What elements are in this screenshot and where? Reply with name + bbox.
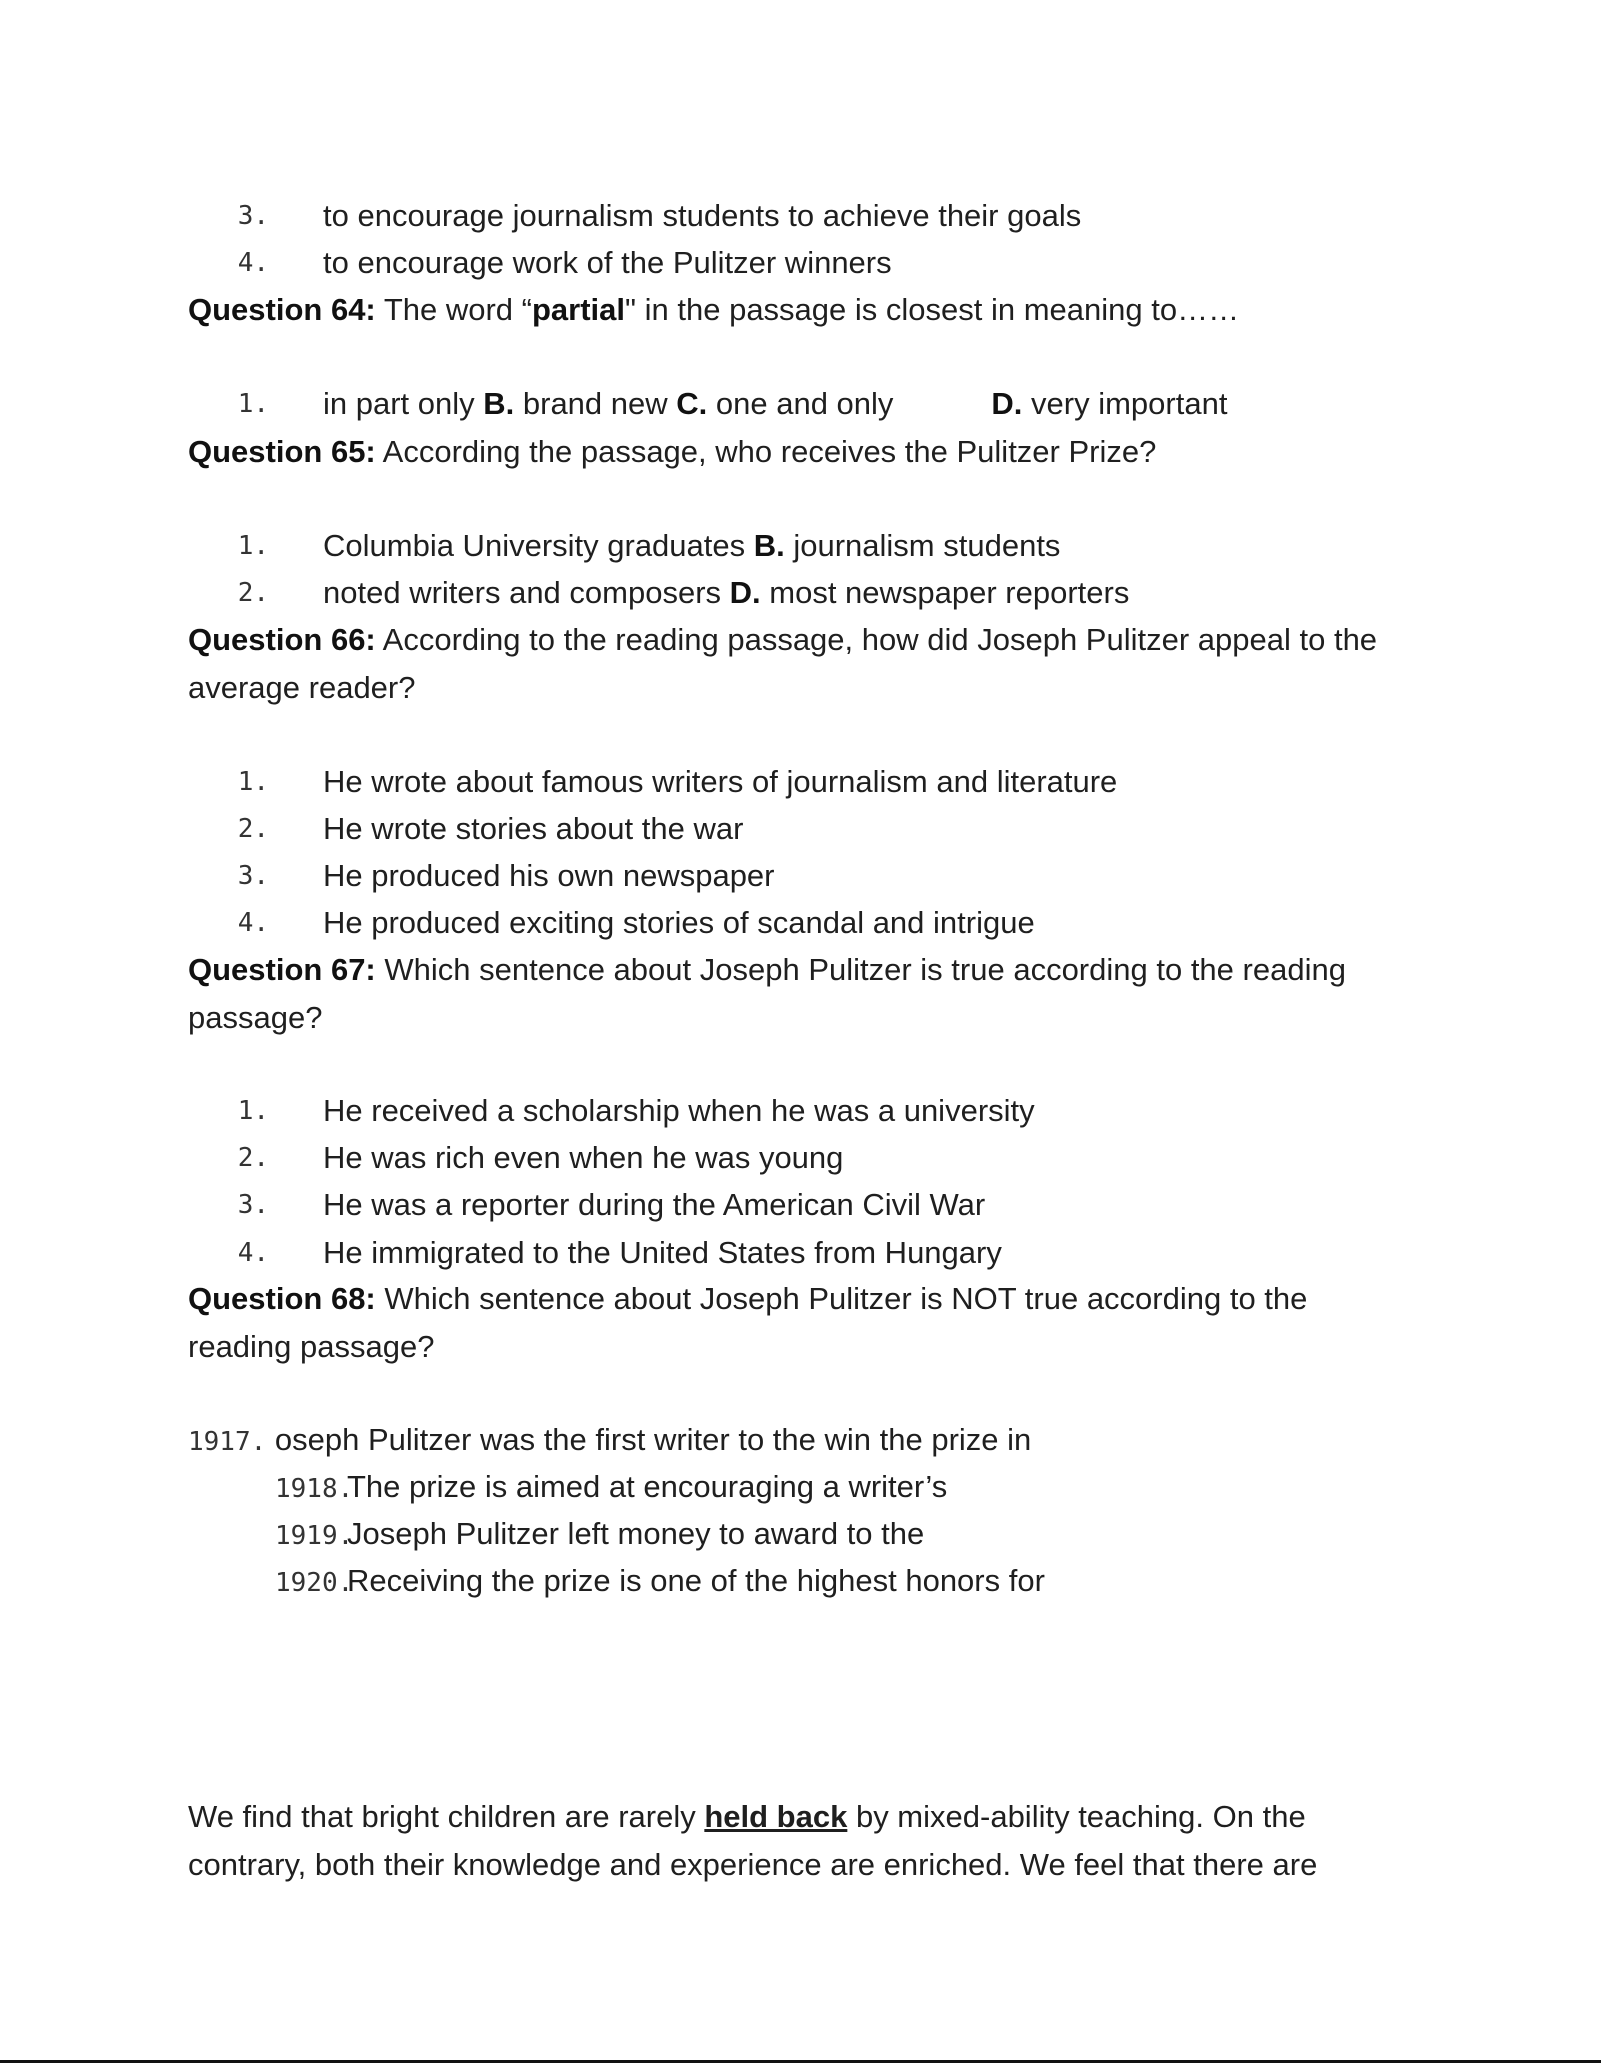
q68-option-4 <box>275 1561 1045 1603</box>
question-text: reading passage? <box>188 1329 435 1364</box>
option-number: 4. <box>237 248 269 278</box>
option-text: He produced his own newspaper <box>323 858 775 893</box>
question-text: " in the passage is closest in meaning to…… <box>625 292 1240 327</box>
q66-option-4 <box>237 903 1035 943</box>
question-68 <box>188 1279 1307 1319</box>
question-66-cont <box>188 668 416 708</box>
question-text: Which sentence about Joseph Pulitzer is NOT true according to the <box>375 1281 1308 1316</box>
option-text: oseph Pulitzer was the first writer to the win the prize in <box>266 1422 1032 1457</box>
option-text: He produced exciting stories of scandal and intrigue <box>323 905 1035 940</box>
option-number: 1. <box>237 531 269 561</box>
option-text: He immigrated to the United States from Hungary <box>323 1235 1002 1270</box>
option-number: 1. <box>237 1096 269 1126</box>
question-65 <box>188 432 1156 472</box>
q67-option-2 <box>237 1138 844 1178</box>
option-d-text: most newspaper reporters <box>760 575 1130 610</box>
option-b-letter: B. <box>753 528 785 563</box>
option-number: 2. <box>237 814 269 844</box>
option-text: Joseph Pulitzer left money to award to the <box>347 1516 925 1551</box>
question-67-cont <box>188 998 322 1038</box>
option-text: to encourage journalism students to achieve their goals <box>323 198 1082 233</box>
option-d-letter: D. <box>729 575 761 610</box>
question-label: Question 65: <box>188 434 376 469</box>
option-text: He received a scholarship when he was a university <box>323 1093 1035 1128</box>
question-text: Which sentence about Joseph Pulitzer is true according to the reading <box>375 952 1346 987</box>
q67-option-1 <box>237 1091 1035 1131</box>
question-text: average reader? <box>188 670 416 705</box>
q66-option-2 <box>237 809 744 849</box>
page-bottom-border <box>0 2060 1601 2063</box>
question-text: According the passage, who receives the Pulitzer Prize? <box>375 434 1157 469</box>
question-text: The word “ <box>375 292 532 327</box>
option-d-letter: D. <box>991 386 1023 421</box>
option-text: He wrote stories about the war <box>323 811 744 846</box>
option-b-text: brand new <box>514 386 677 421</box>
question-label: Question 64: <box>188 292 376 327</box>
option-number: 2. <box>237 1143 269 1173</box>
passage-line-1 <box>188 1797 1306 1837</box>
q66-option-3 <box>237 856 775 896</box>
option-text: He was rich even when he was young <box>323 1140 844 1175</box>
question-label: Question 68: <box>188 1281 376 1316</box>
question-label: Question 67: <box>188 952 376 987</box>
passage-text: contrary, both their knowledge and experience are enriched. We feel that there are <box>188 1847 1318 1882</box>
question-text: passage? <box>188 1000 323 1035</box>
key-word: partial <box>531 292 626 327</box>
option-text: He was a reporter during the American Civil War <box>323 1187 986 1222</box>
question-64 <box>188 290 1239 330</box>
q67-option-4 <box>237 1233 1002 1273</box>
option-number: 1. <box>237 389 269 419</box>
option-number: 1918. <box>275 1474 354 1504</box>
option-c-text: one and only <box>707 386 894 421</box>
passage-text: We find that bright children are rarely <box>188 1799 705 1834</box>
option-number: 2. <box>237 578 269 608</box>
passage-line-2 <box>188 1845 1317 1885</box>
q63-option-4 <box>237 243 892 283</box>
option-number: 3. <box>237 201 269 231</box>
question-label: Question 66: <box>188 622 376 657</box>
option-number: 3. <box>237 861 269 891</box>
option-number: 3. <box>237 1190 269 1220</box>
q66-option-1 <box>237 762 1118 802</box>
option-number: 4. <box>237 1238 269 1268</box>
q65-option-1 <box>237 526 1061 566</box>
option-number: 1919. <box>275 1521 354 1551</box>
option-a-text: Columbia University graduates <box>323 528 754 563</box>
option-c-letter: C. <box>676 386 708 421</box>
option-text: Receiving the prize is one of the highest honors for <box>347 1563 1045 1598</box>
q63-option-3 <box>237 196 1082 236</box>
q67-option-3 <box>237 1185 986 1225</box>
q68-option-3 <box>275 1514 924 1556</box>
option-text: The prize is aimed at encouraging a writer’s <box>347 1469 948 1504</box>
passage-text: by mixed-ability teaching. On the <box>847 1799 1306 1834</box>
option-b-text: journalism students <box>784 528 1061 563</box>
question-67 <box>188 950 1346 990</box>
option-number: 1. <box>237 767 269 797</box>
option-b-letter: B. <box>483 386 515 421</box>
option-number: 1920. <box>275 1568 354 1598</box>
q68-option-2 <box>275 1467 947 1509</box>
q68-option-1 <box>188 1420 1031 1462</box>
question-68-cont <box>188 1327 434 1367</box>
option-a-text: in part only <box>323 386 484 421</box>
option-d-text: very important <box>1022 386 1228 421</box>
q64-options <box>237 384 1228 424</box>
underlined-phrase: held back <box>704 1799 848 1834</box>
option-number: 1917. <box>188 1427 267 1457</box>
q65-option-2 <box>237 573 1130 613</box>
option-text: He wrote about famous writers of journalism and literature <box>323 764 1118 799</box>
option-number: 4. <box>237 908 269 938</box>
option-c-text: noted writers and composers <box>323 575 730 610</box>
option-text: to encourage work of the Pulitzer winners <box>323 245 892 280</box>
question-text: According to the reading passage, how did Joseph Pulitzer appeal to the <box>375 622 1378 657</box>
question-66 <box>188 620 1377 660</box>
